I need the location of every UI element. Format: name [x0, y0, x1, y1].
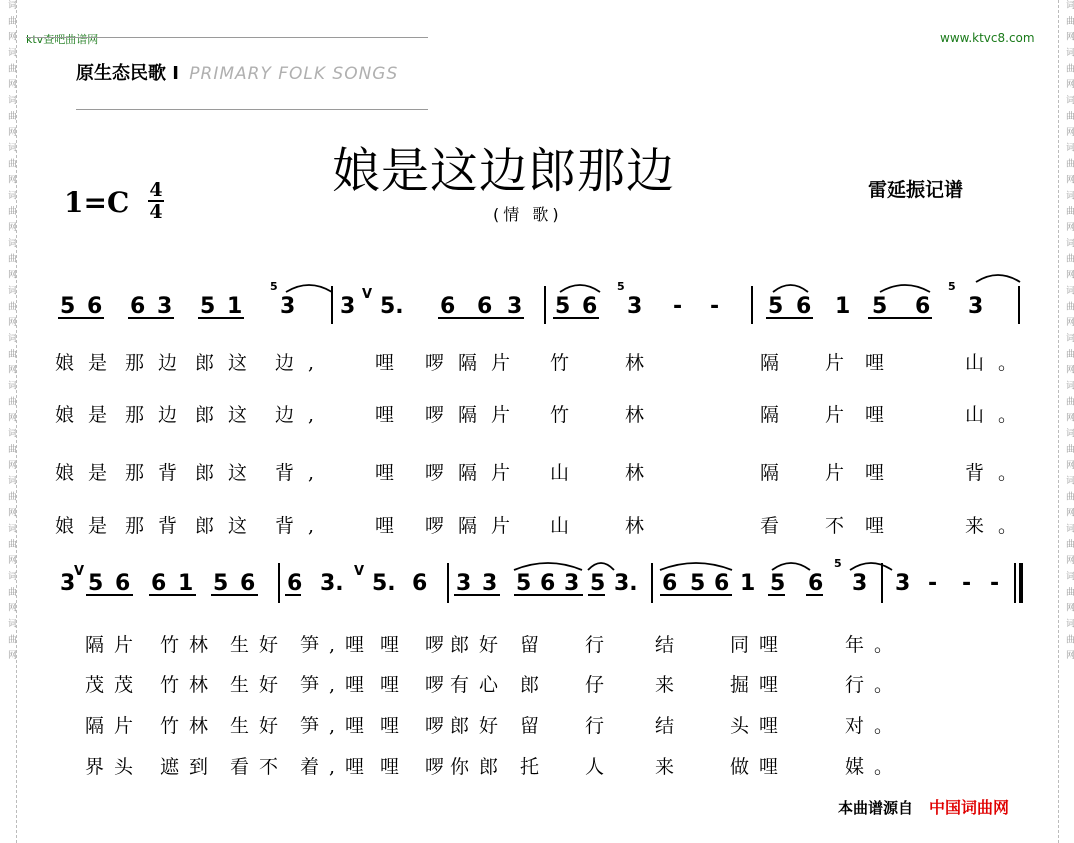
slur	[588, 563, 614, 570]
lyric-b-4-9: 人	[585, 756, 615, 778]
score-line2-note: 6	[540, 571, 556, 596]
score-line2-note: -	[928, 571, 938, 596]
lyric-a-1-4: 边,	[275, 352, 329, 374]
lyric-b-2-10: 来	[655, 674, 685, 696]
slur	[660, 563, 732, 570]
lyric-b-3-10: 结	[655, 715, 685, 737]
right-side-watermark: 词 曲 网 词 曲 网 词 曲 网 词 曲 网 词 曲 网 词 曲 网 词 曲 网 词 曲 网 词 曲 网 词 曲 网 词 曲 网 词 曲 网 词 曲 网 词 曲 网	[1064, 0, 1074, 662]
lyric-a-1-2: 那边	[125, 352, 192, 374]
lyric-b-1-2: 竹林	[160, 634, 219, 656]
lyric-b-3-3: 生好	[230, 715, 289, 737]
lyric-b-2-6: 啰	[425, 674, 455, 696]
slur	[514, 563, 582, 570]
lyric-a-1-1: 娘是	[55, 352, 122, 374]
score-line1-note: 6	[582, 294, 598, 319]
lyric-b-2-9: 仔	[585, 674, 615, 696]
lyric-a-2-5: 哩	[375, 404, 409, 426]
score-line2-note: 5	[88, 571, 104, 596]
lyric-b-1-3: 生好	[230, 634, 289, 656]
score-line1-note: 1	[227, 294, 243, 319]
lyric-a-4-2: 那背	[125, 515, 192, 537]
score-line1-note: 3	[627, 294, 643, 319]
score-line1-note: 6	[915, 294, 931, 319]
slur	[850, 563, 892, 570]
lyric-b-4-8: 托	[520, 756, 550, 778]
score-line1-note: 5	[200, 294, 216, 319]
score-line2-note: -	[962, 571, 972, 596]
score-line1-note: 6	[87, 294, 103, 319]
key-signature: 1=C	[64, 186, 130, 219]
series-separator: I	[172, 63, 179, 84]
grace-note: 5	[270, 280, 278, 293]
slur	[976, 275, 1020, 282]
score-line1-note: 5	[555, 294, 571, 319]
lyric-a-2-2: 那边	[125, 404, 192, 426]
lyric-b-4-2: 遮到	[160, 756, 219, 778]
lyric-b-1-11: 同哩	[730, 634, 789, 656]
score-line1-note: 5	[768, 294, 784, 319]
lyric-a-4-4: 背,	[275, 515, 329, 537]
lyric-a-2-6: 啰隔片	[425, 404, 525, 426]
score-line2-note: 3.	[614, 571, 638, 596]
lyric-a-3-9: 隔	[760, 462, 794, 484]
score-line2-note: 3	[895, 571, 911, 596]
lyric-a-3-3: 郎这	[195, 462, 262, 484]
lyric-b-3-12: 对。	[845, 715, 904, 737]
lyric-b-3-8: 留	[520, 715, 550, 737]
score-line2-note: 5	[770, 571, 786, 596]
score-line2-note: 3	[482, 571, 498, 596]
score-line1-note: 3	[157, 294, 173, 319]
lyric-a-3-8: 林	[625, 462, 659, 484]
lyric-b-2-3: 生好	[230, 674, 289, 696]
score-line1-note: 3	[280, 294, 296, 319]
score-line1-note: -	[673, 294, 683, 319]
lyric-a-2-12: 山。	[965, 404, 1032, 426]
lyric-a-1-9: 隔	[760, 352, 794, 374]
score-line2-note: 3	[852, 571, 868, 596]
breath-mark: V	[74, 564, 85, 579]
source-site: 中国词曲网	[929, 798, 1010, 817]
lyric-b-2-7: 有心	[450, 674, 509, 696]
lyric-b-4-7: 你郎	[450, 756, 509, 778]
lyric-a-3-1: 娘是	[55, 462, 122, 484]
score-line1-note: 5	[872, 294, 888, 319]
lyric-b-4-3: 看不	[230, 756, 289, 778]
lyric-a-4-7: 山	[550, 515, 584, 537]
lyric-a-1-3: 郎这	[195, 352, 262, 374]
lyric-a-3-7: 山	[550, 462, 584, 484]
lyric-a-2-3: 郎这	[195, 404, 262, 426]
lyric-a-3-5: 哩	[375, 462, 409, 484]
lyric-a-4-1: 娘是	[55, 515, 122, 537]
grace-note: 5	[948, 280, 956, 293]
score-line2-note: 5.	[372, 571, 396, 596]
lyric-b-1-6: 啰	[425, 634, 455, 656]
score-line2-note: 6	[240, 571, 256, 596]
score-line2-note: 1	[178, 571, 194, 596]
lyric-b-1-1: 隔片	[85, 634, 144, 656]
lyric-b-3-9: 行	[585, 715, 615, 737]
lyric-b-3-4: 笋,哩	[300, 715, 375, 737]
song-title: 娘是这边郎那边	[332, 143, 676, 199]
score-line2-note: 6	[287, 571, 303, 596]
score-line2-note: 6	[714, 571, 730, 596]
score-line2-note: 5	[213, 571, 229, 596]
lyric-a-3-2: 那背	[125, 462, 192, 484]
grace-note: 5	[617, 280, 625, 293]
lyric-a-3-6: 啰隔片	[425, 462, 525, 484]
lyric-b-2-1: 茂茂	[85, 674, 144, 696]
lyric-b-2-4: 笋,哩	[300, 674, 375, 696]
lyric-b-4-5: 哩	[380, 756, 410, 778]
series-en: PRIMARY FOLK SONGS	[189, 64, 399, 84]
lyric-a-2-10: 片	[825, 404, 859, 426]
lyric-b-1-5: 哩	[380, 634, 410, 656]
lyric-b-4-6: 啰	[425, 756, 455, 778]
score-line2-note: 3	[456, 571, 472, 596]
score-line2-note: 3	[60, 571, 76, 596]
source-credit	[838, 795, 1009, 818]
lyric-b-4-11: 做哩	[730, 756, 789, 778]
lyric-a-3-4: 背,	[275, 462, 329, 484]
score-line1-note: 3	[968, 294, 984, 319]
lyric-a-1-10: 片	[825, 352, 859, 374]
lyric-a-3-10: 片	[825, 462, 859, 484]
series-cn: 原生态民歌	[76, 63, 166, 84]
lyric-b-3-2: 竹林	[160, 715, 219, 737]
lyric-a-2-7: 竹	[550, 404, 584, 426]
lyric-b-3-5: 哩	[380, 715, 410, 737]
score-line2-note: 5	[516, 571, 532, 596]
score-line1-note: 6	[796, 294, 812, 319]
lyric-b-1-7: 郎好	[450, 634, 509, 656]
left-side-watermark: 词 曲 网 词 曲 网 词 曲 网 词 曲 网 词 曲 网 词 曲 网 词 曲 网 词 曲 网 词 曲 网 词 曲 网 词 曲 网 词 曲 网 词 曲 网 词 曲 网	[6, 0, 16, 662]
lyric-b-2-5: 哩	[380, 674, 410, 696]
slur	[773, 285, 808, 292]
score-line1-note: 6	[130, 294, 146, 319]
score-line2-note: 1	[740, 571, 756, 596]
slur	[286, 285, 332, 292]
source-label: 本曲谱源自	[838, 799, 914, 817]
song-subtitle: (情 歌)	[493, 205, 563, 224]
score-line1-note: 5	[60, 294, 76, 319]
lyric-b-3-7: 郎好	[450, 715, 509, 737]
lyric-a-4-5: 哩	[375, 515, 409, 537]
score-line2-note: 6	[662, 571, 678, 596]
lyric-b-4-10: 来	[655, 756, 685, 778]
score-line2-note: 3.	[320, 571, 344, 596]
lyric-b-4-12: 媒。	[845, 756, 904, 778]
lyric-b-3-6: 啰	[425, 715, 455, 737]
right-site-watermark: www.ktvc8.com	[940, 31, 1035, 45]
time-bottom: 4	[149, 201, 163, 223]
score-line1-note: 5.	[380, 294, 404, 319]
lyric-b-2-12: 行。	[845, 674, 904, 696]
slur	[560, 285, 600, 292]
lyric-a-4-10: 不	[825, 515, 859, 537]
score-line1-note: 3	[507, 294, 523, 319]
slur	[880, 285, 930, 292]
lyric-a-2-9: 隔	[760, 404, 794, 426]
lyric-b-2-11: 掘哩	[730, 674, 789, 696]
lyric-a-4-8: 林	[625, 515, 659, 537]
lyric-a-4-6: 啰隔片	[425, 515, 525, 537]
lyric-a-2-11: 哩	[865, 404, 899, 426]
lyric-b-4-4: 着,哩	[300, 756, 375, 778]
time-top: 4	[149, 179, 163, 201]
lyric-b-1-8: 留	[520, 634, 550, 656]
song-author: 雷延振记谱	[868, 179, 964, 201]
lyric-a-1-11: 哩	[865, 352, 899, 374]
score-line2-note: -	[990, 571, 1000, 596]
score-line1-note: 6	[477, 294, 493, 319]
score-line1-note: -	[710, 294, 720, 319]
lyric-a-1-6: 啰隔片	[425, 352, 525, 374]
lyric-a-4-12: 来。	[965, 515, 1032, 537]
breath-mark: V	[362, 287, 373, 302]
lyric-a-1-12: 山。	[965, 352, 1032, 374]
score-line2-note: 5	[690, 571, 706, 596]
lyric-b-4-1: 界头	[85, 756, 144, 778]
score-line2-note: 6	[115, 571, 131, 596]
lyric-a-4-9: 看	[760, 515, 794, 537]
slur	[772, 563, 810, 570]
lyric-b-1-4: 笋,哩	[300, 634, 375, 656]
grace-note: 5	[834, 557, 842, 570]
score-line2-note: 6	[151, 571, 167, 596]
lyric-b-3-1: 隔片	[85, 715, 144, 737]
score-line2-note: 6	[412, 571, 428, 596]
score-line2-note: 5	[590, 571, 606, 596]
lyric-a-3-12: 背。	[965, 462, 1032, 484]
lyric-a-1-8: 林	[625, 352, 659, 374]
lyric-a-1-7: 竹	[550, 352, 584, 374]
lyric-a-3-11: 哩	[865, 462, 899, 484]
lyric-b-2-2: 竹林	[160, 674, 219, 696]
score-line1-note: 3	[340, 294, 356, 319]
lyric-a-1-5: 哩	[375, 352, 409, 374]
lyric-a-2-4: 边,	[275, 404, 329, 426]
score-line1-note: 1	[835, 294, 851, 319]
lyric-b-1-10: 结	[655, 634, 685, 656]
lyric-a-4-11: 哩	[865, 515, 899, 537]
lyric-b-3-11: 头哩	[730, 715, 789, 737]
lyric-b-1-12: 年。	[845, 634, 904, 656]
lyric-b-2-8: 郎	[520, 674, 550, 696]
breath-mark: V	[354, 564, 365, 579]
lyric-b-1-9: 行	[585, 634, 615, 656]
score-line2-note: 3	[564, 571, 580, 596]
lyric-a-4-3: 郎这	[195, 515, 262, 537]
score-line1-note: 6	[440, 294, 456, 319]
score-line2-note: 6	[808, 571, 824, 596]
left-site-watermark: ktv查吧曲谱网	[26, 33, 99, 46]
lyric-a-2-8: 林	[625, 404, 659, 426]
lyric-a-2-1: 娘是	[55, 404, 122, 426]
